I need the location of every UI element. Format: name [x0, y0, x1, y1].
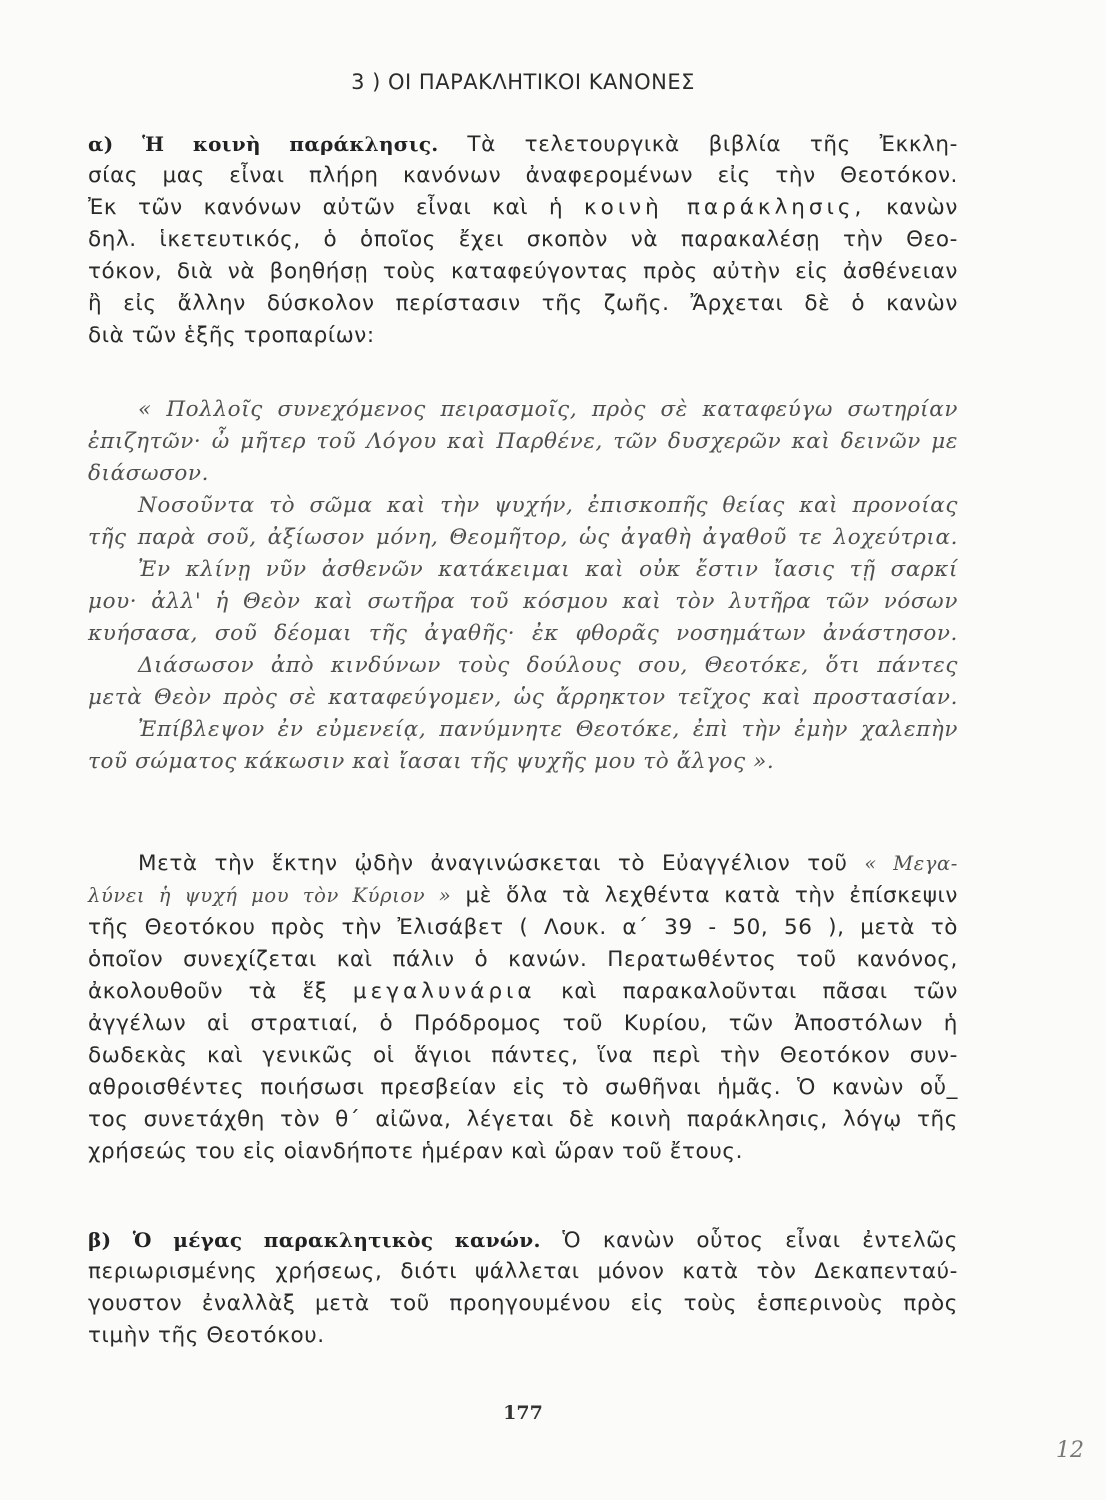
quote-line: Ἐπίβλεψον ἐν εὐμενείᾳ, πανύμνητε Θεοτόκε, ἐπὶ τὴν ἐμὴν χαλεπὴν — [138, 717, 958, 742]
text-line: τος συνετάχθη τὸν θ΄ αἰῶνα, λέγεται δὲ κοινὴ παράκλησις, λόγῳ τῆς — [88, 1107, 958, 1132]
troparia-quote — [88, 394, 958, 778]
text-line: ὁποῖον συνεχίζεται καὶ πάλιν ὁ κανών. Περατωθέντος τοῦ κανόνος, — [88, 947, 958, 972]
text-line: α) Ἡ κοινὴ παράκλησις. Τὰ τελετουργικὰ βιβλία τῆς Ἐκκλη- — [88, 132, 958, 157]
quote-line: μετὰ Θεὸν πρὸς σὲ καταφεύγομεν, ὡς ἄρρηκτον τεῖχος καὶ προστασίαν. — [88, 685, 958, 710]
quote-line: Νοσοῦντα τὸ σῶμα καὶ τὴν ψυχήν, ἐπισκοπῆς θείας καὶ προνοίας — [138, 493, 958, 518]
quote-line: τῆς παρὰ σοῦ, ἀξίωσον μόνη, Θεομῆτορ, ὡς ἀγαθὴ ἀγαθοῦ τε λοχεύτρια. — [88, 525, 958, 550]
text-line: τόκον, διὰ νὰ βοηθήσῃ τοὺς καταφεύγοντας πρὸς αὐτὴν εἰς ἀσθένειαν — [88, 259, 958, 284]
section-a-label: α) Ἡ κοινὴ παράκλησις. — [88, 132, 439, 156]
paragraph-gospel — [88, 848, 958, 1168]
text-line: διὰ τῶν ἑξῆς τροπαρίων: — [88, 323, 375, 348]
book-page — [88, 0, 958, 1500]
text-line: Ἐκ τῶν κανόνων αὐτῶν εἶναι καὶ ἡ κοινὴ παράκλησις, κανὼν — [88, 195, 958, 220]
text-line: ἢ εἰς ἄλλην δύσκολον περίστασιν τῆς ζωῆς. Ἄρχεται δὲ ὁ κανὼν — [88, 291, 958, 316]
emphasis-term: μεγαλυνάρια — [352, 979, 536, 1004]
quote-line: ἐπιζητῶν· ὦ μῆτερ τοῦ Λόγου καὶ Παρθένε, τῶν δυσχερῶν καὶ δεινῶν με — [88, 429, 958, 454]
text-line: Μετὰ τὴν ἕκτην ᾠδὴν ἀναγινώσκεται τὸ Εὐαγγέλιον τοῦ « Μεγα- — [138, 851, 959, 876]
text-line: τιμὴν τῆς Θεοτόκου. — [88, 1323, 325, 1348]
text-line: δηλ. ἱκετευτικός, ὁ ὁποῖος ἔχει σκοπὸν νὰ παρακαλέσῃ τὴν Θεο- — [88, 227, 958, 252]
text-line: β) Ὁ μέγας παρακλητικὸς κανών. Ὁ κανὼν οὗτος εἶναι ἐντελῶς — [88, 1228, 958, 1253]
text-line: τῆς Θεοτόκου πρὸς τὴν Ἐλισάβετ ( Λουκ. α΄ 39 - 50, 56 ), μετὰ τὸ — [88, 915, 958, 940]
emphasis-term: κοινὴ παράκλησις, — [584, 195, 866, 220]
quote-line: Ἐν κλίνῃ νῦν ἀσθενῶν κατάκειμαι καὶ οὐκ ἔστιν ἴασις τῇ σαρκί — [138, 557, 958, 582]
quote-line: κυήσασα, σοῦ δέομαι τῆς ἀγαθῆς· ἐκ φθορᾶς νοσημάτων ἀνάστησον. — [88, 621, 958, 646]
text-line: περιωρισμένης χρήσεως, διότι ψάλλεται μόνον κατὰ τὸν Δεκαπενταύ- — [88, 1259, 958, 1284]
quote-line: τοῦ σώματος κάκωσιν καὶ ἴασαι τῆς ψυχῆς μου τὸ ἄλγος ». — [88, 749, 775, 774]
text-line: σίας μας εἶναι πλήρη κανόνων ἀναφερομένων εἰς τὴν Θεοτόκον. — [88, 163, 958, 188]
section-a-intro — [88, 128, 958, 352]
quote-line: μου· ἀλλ' ἡ Θεὸν καὶ σωτῆρα τοῦ κόσμου καὶ τὸν λυτῆρα τῶν νόσων — [88, 589, 958, 614]
chapter-heading: 3 ) ΟΙ ΠΑΡΑΚΛΗΤΙΚΟΙ ΚΑΝΟΝΕΣ — [351, 70, 695, 94]
corner-mark: 12 — [1056, 1438, 1084, 1463]
quote-line: Διάσωσον ἀπὸ κινδύνων τοὺς δούλους σου, Θεοτόκε, ὅτι πάντες — [138, 653, 958, 678]
text-line: δωδεκὰς καὶ γενικῶς οἱ ἅγιοι πάντες, ἵνα περὶ τὴν Θεοτόκον συν- — [88, 1043, 958, 1068]
text-line: αθροισθέντες ποιήσωσι πρεσβείαν εἰς τὸ σωθῆναι ἡμᾶς. Ὁ κανὼν οὗ_ — [88, 1075, 958, 1100]
text-line: λύνει ἡ ψυχή μου τὸν Κύριον » μὲ ὅλα τὰ λεχθέντα κατὰ τὴν ἐπίσκεψιν — [88, 883, 959, 908]
text-line: γουστον ἐναλλὰξ μετὰ τοῦ προηγουμένου εἰς τοὺς ἑσπερινοὺς πρὸς — [88, 1291, 958, 1316]
section-b — [88, 1224, 958, 1352]
text-line: ἀγγέλων αἱ στρατιαί, ὁ Πρόδρομος τοῦ Κυρίου, τῶν Ἀποστόλων ἡ — [88, 1011, 958, 1036]
text-line: ἀκολουθοῦν τὰ ἕξ μεγαλυνάρια καὶ παρακαλοῦνται πᾶσαι τῶν — [88, 979, 959, 1004]
text-line: χρήσεώς του εἰς οἱανδήποτε ἡμέραν καὶ ὥραν τοῦ ἔτους. — [88, 1139, 744, 1164]
page-number: 177 — [503, 1402, 543, 1424]
quote-line: « Πολλοῖς συνεχόμενος πειρασμοῖς, πρὸς σὲ καταφεύγω σωτηρίαν — [138, 397, 958, 422]
quote-line: διάσωσον. — [88, 461, 210, 486]
section-b-label: β) Ὁ μέγας παρακλητικὸς κανών. — [88, 1228, 541, 1252]
